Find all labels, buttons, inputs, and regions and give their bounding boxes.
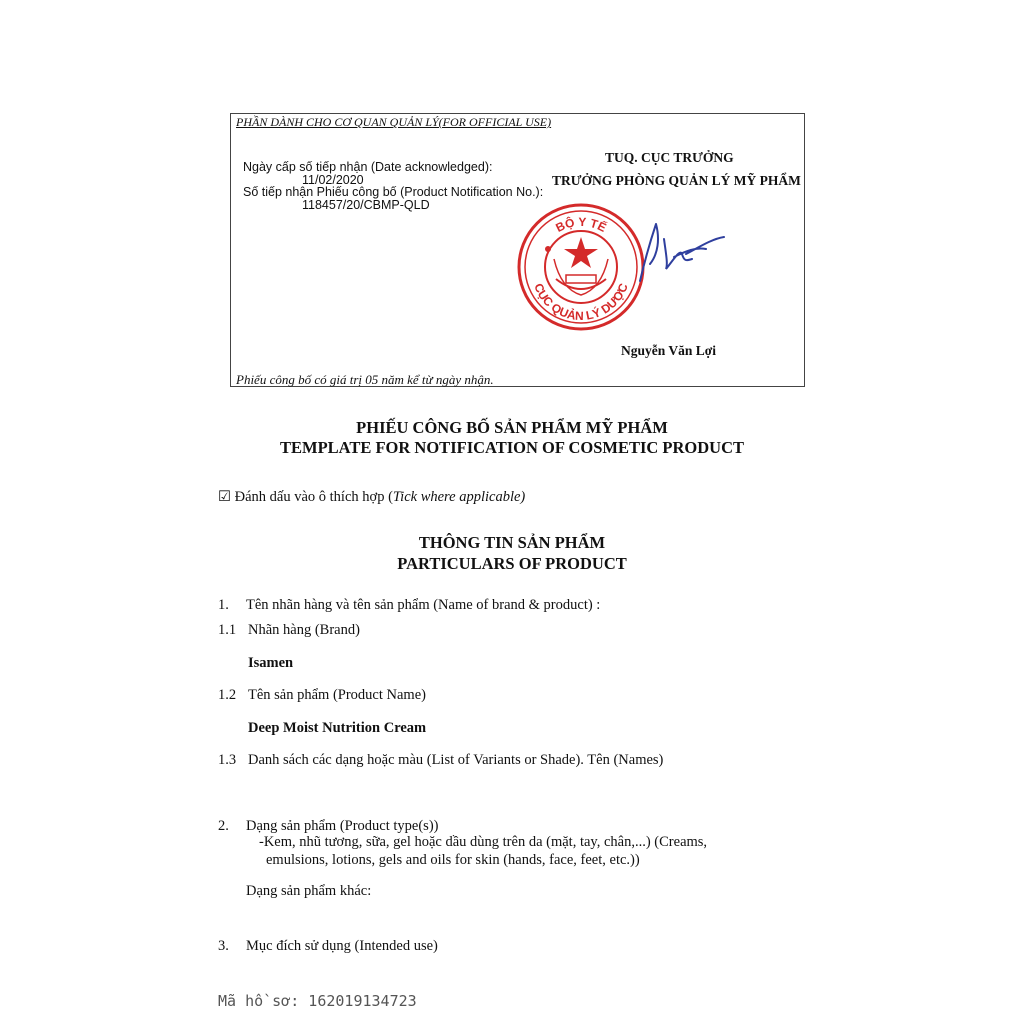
svg-text:BỘ Y TẾ: BỘ Y TẾ <box>553 214 609 235</box>
item-1: 1. Tên nhãn hàng và tên sản phẩm (Name of brand & product) : <box>218 597 601 613</box>
section-title-vietnamese: THÔNG TIN SẢN PHẨM <box>418 533 606 552</box>
notification-number-value: 118457/20/CBMP-QLD <box>302 198 430 212</box>
date-acknowledged-label: Ngày cấp số tiếp nhận (Date acknowledged): <box>243 160 493 174</box>
svg-text:CỤC QUẢN LÝ DƯỢC: CỤC QUẢN LÝ DƯỢC <box>531 281 631 324</box>
checkbox-checked-icon: ☑ <box>218 489 231 505</box>
official-seal-stamp <box>516 199 646 335</box>
other-product-type: Dạng sản phẩm khác: <box>246 883 372 899</box>
signer-name: Nguyễn Văn Lợi <box>621 343 717 358</box>
authority-title-line2: TRƯỞNG PHÒNG QUẢN LÝ MỸ PHẨM <box>552 173 801 188</box>
tick-instruction <box>218 489 525 506</box>
main-title-english: TEMPLATE FOR NOTIFICATION OF COSMETIC PRODUCT <box>279 438 744 457</box>
item-3: 3. Mục đích sử dụng (Intended use) <box>218 938 438 954</box>
dossier-code: Mã hồ sơ: 162019134723 <box>218 992 417 1010</box>
product-type-line1: -Kem, nhũ tương, sữa, gel hoặc dầu dùng trên da (mặt, tay, chân,...) (Creams, <box>259 834 708 850</box>
main-title-vietnamese: PHIẾU CÔNG BỐ SẢN PHẨM MỸ PHẨM <box>356 418 668 437</box>
product-type-line2: emulsions, lotions, gels and oils for skin (hands, face, feet, etc.)) <box>266 852 640 868</box>
tick-instruction-en: Tick where applicable) <box>392 489 526 505</box>
official-use-header: PHẦN DÀNH CHO CƠ QUAN QUẢN LÝ(FOR OFFICIAL USE) <box>236 115 552 129</box>
handwritten-signature <box>636 219 726 294</box>
tick-instruction-vi: Đánh dấu vào ô thích hợp ( <box>234 489 393 505</box>
section-title-english: PARTICULARS OF PRODUCT <box>397 554 627 573</box>
notification-number-label: Số tiếp nhận Phiếu công bố (Product Notification No.): <box>243 185 544 199</box>
item-1-3: 1.3 Danh sách các dạng hoặc màu (List of Variants or Shade). Tên (Names) <box>218 752 664 768</box>
item-2: 2. Dạng sản phẩm (Product type(s)) <box>218 818 439 834</box>
item-1-2: 1.2 Tên sản phẩm (Product Name) <box>218 687 426 703</box>
date-acknowledged-value: 11/02/2020 <box>302 173 364 187</box>
brand-value: Isamen <box>248 655 294 671</box>
item-1-1: 1.1 Nhãn hàng (Brand) <box>218 622 360 638</box>
authority-title-line1: TUQ. CỤC TRƯỞNG <box>605 150 734 165</box>
validity-note: Phiếu công bố có giá trị 05 năm kể từ ngày nhận. <box>236 372 494 387</box>
official-use-box <box>230 113 805 387</box>
product-name-value: Deep Moist Nutrition Cream <box>248 720 427 736</box>
